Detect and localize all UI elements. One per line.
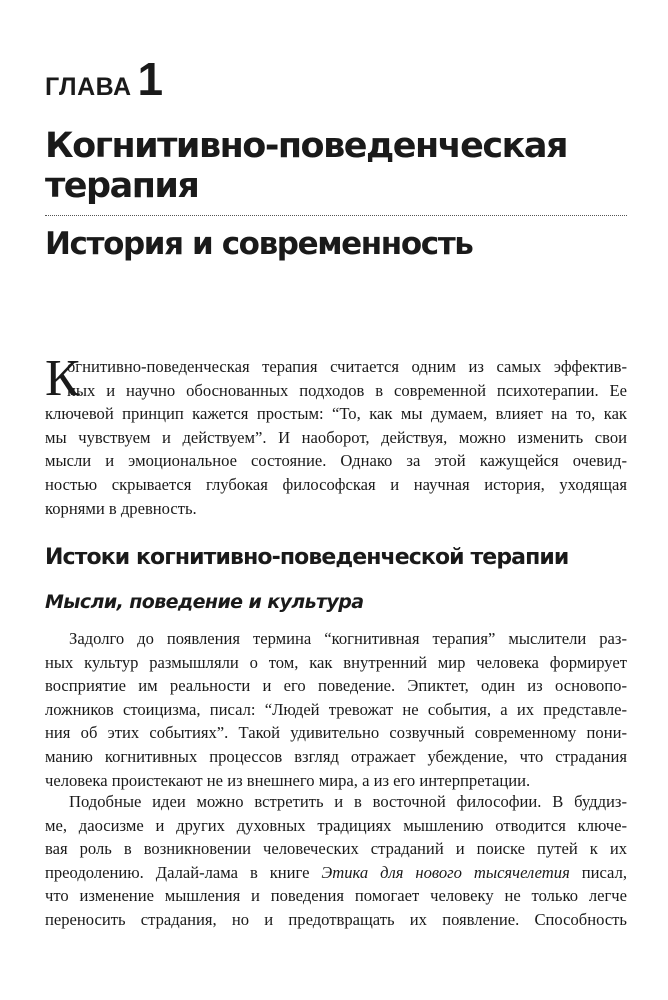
text-line: мы чувствуем и действуем”. И наоборот, действуя, можно изменить свои: [45, 427, 627, 447]
text-line: Задолго до появления термина “когнитивная терапия” мыслители раз-: [69, 629, 627, 648]
chapter-title-line: Когнитивно-поведенческая: [45, 126, 568, 166]
book-page: [45, 0, 627, 1000]
text-line: [45, 861, 627, 885]
text-line: мысли и эмоциональное состояние. Однако за этой кажущейся очевид-: [45, 451, 627, 471]
text-line: человека проистекают не из внешнего мира, а из его интерпретации.: [45, 770, 531, 790]
paragraph-eastern-philosophy: [45, 790, 627, 932]
text-line: Подобные идеи можно встретить и в восточной философии. В буддиз-: [69, 792, 627, 811]
chapter-title: [45, 126, 627, 206]
chapter-heading: [45, 52, 163, 106]
text-line: корнями в древность.: [45, 498, 197, 518]
text-line: переносить страдания, но и предотвращать их появление. Способность: [45, 909, 627, 929]
book-title: Этика для нового тысячелетия: [321, 862, 570, 882]
intro-paragraph: [45, 350, 627, 520]
subsection-title: Мысли, поведение и культура: [45, 591, 364, 613]
chapter-subtitle: История и современность: [45, 226, 473, 262]
section-title: Истоки когнитивно-поведенческой терапии: [45, 545, 569, 570]
chapter-number: 1: [137, 53, 164, 105]
paragraph-epictetus: [45, 627, 627, 792]
text-line: восприятие им реальности и его поведение. Эпиктет, один из основопо-: [45, 676, 627, 696]
text-run: преодолению. Далай-лама в книге: [45, 862, 322, 882]
text-line: ложников стоицизма, писал: “Людей тревожат не события, а их представле-: [45, 699, 627, 719]
text-line: ных и научно обоснованных подходов в современной психотерапии. Ее: [67, 380, 627, 400]
text-line: ностью скрывается глубокая философская и научная история, уходящая: [45, 474, 627, 494]
chapter-label: ГЛАВА: [45, 73, 132, 101]
text-line: ния об этих событиях”. Такой удивительно созвучный современному пони-: [45, 723, 627, 743]
text-line: ных культур размышляли о том, как внутренний мир человека формирует: [45, 652, 627, 672]
text-run: писал,: [569, 862, 627, 882]
drop-cap: К: [45, 350, 80, 407]
text-line: ме, даосизме и других духовных традициях мышлению отводится ключе-: [45, 815, 627, 835]
text-line: ключевой принцип кажется простым: “То, как мы думаем, влияет на то, как: [45, 404, 627, 424]
text-line: огнитивно-поведенческая терапия считается одним из самых эффектив-: [67, 357, 627, 376]
dotted-divider: [45, 215, 627, 216]
text-line: манию когнитивных процессов взгляд отражает убеждение, что страдания: [45, 746, 627, 766]
text-line: вая роль в возникновении человеческих страданий и поиске путей к их: [45, 839, 627, 859]
chapter-title-line: терапия: [45, 166, 199, 206]
text-line: что изменение мышления и поведения помогает человеку не только легче: [45, 886, 627, 906]
